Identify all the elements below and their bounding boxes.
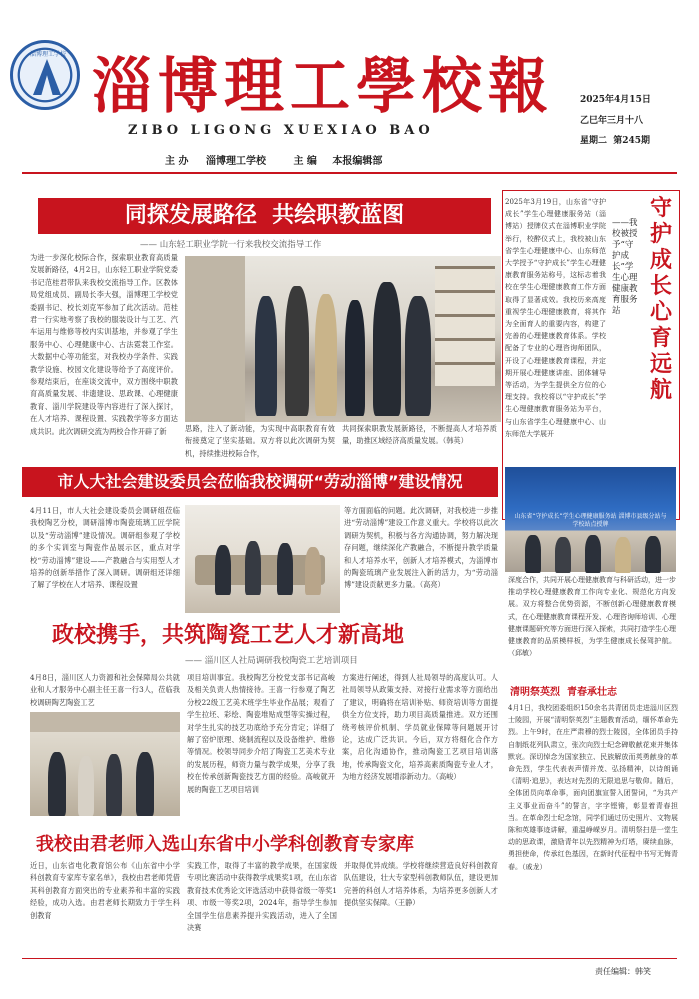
logo-text: 淄博理工学校 [29, 51, 66, 58]
sidebar-sub: ——我校被授予“守护成长”学生心理健康教育服务站 [612, 218, 638, 316]
masthead-rule [22, 172, 677, 174]
a3-col3: 方案进行阐述，得到人社局领导的高度认可。人社局领导从政策支持、对接行业需求等方面给出了建议，明确将在培训补贴、师资培训等方面提供全方位支持，助力项目高质量推进。双方还围绕考核评价机制、学员就业保障等问题展开讨论，达成广泛共识。今后，双方将细化合作方案，启化沟通协作，推动陶瓷工艺项目培训落地，传承陶瓷文化，培养高素质陶瓷专业人才，为地方经济发展增添新动力。（高峻） [342, 673, 498, 782]
sidebar-cont: 深度合作，共同开展心理健康教育与科研活动，进一步推动学校心理健康教育工作向专业化、规范化方向发展。双方将整合优势资源，不断创新心理健康教育模式，在心理健康教育课程开发、心理咨询师培训、心理健康课题研究等方面进行深入探索，共同打造学生心理健康教育的品质模样板，为学生健康成长保驾护航。（邱敏） [508, 576, 676, 658]
a5-col: 4月1日，我校团委组织150余名共青团员走进淄川区烈士陵园，开展“清明祭英烈”主题教育活动，缅怀革命先烈。上午9时，在庄严肃穆的烈士陵园，全体团员手持自制纸花列队肃立，张次向烈士纪念碑敬献花束并集体默哀。深切悼念为国家独立、民族解放而英勇献身的革命先烈，学生代表表声情并茂、弘扬精神，以诗朗诵《清明·追思》，表达对先烈的无限追思与敬仰。随后，全体团员向革命事，面向团旗宣誓入团誓词，“为共产主义事业而奋斗”的誓言，字字铿锵，彰显着青春担当。在革命烈士纪念馆，同学们通过历史照片、文物展陈和英雄事迹讲解，重温峥嵘岁月。清明祭扫是一堂生动的思政课，激励青年以先烈精神为灯塔，赓续血脉，勇担使命，传承红色基因，在新时代征程中书写无悔青春。（戚龙） [508, 704, 678, 871]
headline-a2: 市人大社会建设委员会莅临我校调研“劳动淄博”建设情况 [22, 467, 498, 497]
host: 淄博理工学校 [205, 156, 266, 167]
issue-lunar: 乙巳年三月十八 [580, 116, 644, 126]
a2-col2: 等方面面临的问题。此次调研，对我校进一步推进“劳动淄博”建设工作意义重大。学校将以此次调研为契机，积极与各方沟通协调，努力解决现存问题，继续深化产教融合，不断提升教学质量和人才培养水平，创新人才培养模式，为淄博市的陶瓷琉璃产业发展注入新的活力，为“劳动淄博”建设贡献更多力量。（高亮） [344, 506, 498, 590]
a1-col1: 为进一步深化校际合作，探索职业教育高质量发展新路径，4月2日，山东轻工职业学院党委书记范桂君带队来我校交流指导工作。区教体局党组成员、副局长李大强，淄博理工学校党委副书记、校长刘克军参加了此次活动。范桂君一行实地考察了我校的服装设计与工艺、汽车运用与维修等校内实训基地，并参观了学生服务中心、心理健康中心、古法霓裳工作室。大数据中心等功能室，对我校办学条件、实践教学设施、校园文化建设等给予了高度评价。参观结束后，在座谈交流中，双方围绕中职教育高质量发展、非遗建设、思政课、心理健康教育、淄川学院建设等内容进行了深入探讨，在人才培养、课程设置、实践教学等多方面达成共识。此次调研交流为两校合作开辟了新 [30, 253, 178, 436]
a1-col3: 共同探索职教发展新路径，不断提高人才培养质量，助推区域经济高质量发展。（韩英） [342, 424, 497, 446]
headline-a5: 清明祭英烈 青春承壮志 [510, 687, 617, 698]
sidebar-headline: 守护成长 心育远航 [650, 196, 680, 403]
a4-col2: 实践工作，取得了丰富的教学成果，在国家级专项比赛活动中获得教学成果奖1项，在山东省教育技术优秀论文评选活动中获得省级一等奖1项、市级一等奖2项，2024年，指导学生参加全国学生信息素养提升实践活动，进入了全国决赛 [187, 861, 337, 933]
issue-date: 2025年4月15日 [580, 95, 651, 105]
footer-rule [22, 958, 677, 959]
a2-photo [185, 505, 340, 613]
headline-a4: 我校由君老师入选山东省中小学科创教育专家库 [36, 834, 414, 855]
sidebar-banner: 山东省“守护成长”学生心理健康服务站 淄博市县级分站与学校站点授牌 [514, 513, 667, 528]
masthead-title: 淄博理工學校報 [92, 52, 554, 122]
a4-col1: 近日，山东省电化教育馆公布《山东省中小学科创教育专家库专家名单》，我校由君老师凭借其科创教育方面突出的专业素养和丰富的实践经验，成功入选。由君老师长期致力于学生科创教育 [30, 861, 180, 920]
a3-col2: 项目培训事宜。我校陶艺分校党支部书记高峻及相关负责人热情接待。王喜一行参观了陶艺分校22级工艺美术班学生毕业作品展；观看了学生拉坯、彩绘、陶瓷堆贴成型等实操过程，对学生扎实的技艺功底给予充分肯定；详细了解了窑炉原理、烧制流程以及设备维护、维修等情况。校领导同步介绍了陶瓷工艺美术专业的发展历程，师资力量与教学成果，分享了我校在传承创新陶瓷技艺方面的经验。高峻就开展的陶瓷工艺项目培训 [187, 673, 335, 794]
a1-col2: 思路，注入了新动能，为实现中高职教育有效衔接奠定了坚实基础。双方将以此次调研为契机，持续推进校际合作， [185, 424, 335, 458]
a2-col1: 4月11日，市人大社会建设委员会调研组莅临我校陶艺分校，调研淄博市陶瓷琉璃工匠学院以及“劳动淄博”建设情况。调研组参观了学校的多个实训室与陶瓷作品展示区，重点对学校“劳动淄博”建设——产教融合与实用型人才培养的创新举措作了深入调研。调研组还详细了解了学校在人才培养、课程设置 [30, 506, 180, 590]
a3-col1: 4月8日，淄川区人力资源和社会保障局公共就业和人才服务中心副主任王喜一行3人，莅临我校调研陶艺陶瓷工艺 [30, 673, 180, 707]
footer-editor: 责任编辑：韩笑 [595, 967, 651, 976]
editor: 本报编辑部 [332, 156, 383, 167]
a3-photo [30, 712, 180, 816]
subhead-a3: —— 淄川区人社局调研我校陶瓷工艺培训项目 [185, 656, 358, 666]
headline-a3: 政校携手，共筑陶瓷工艺人才新高地 [52, 622, 405, 648]
issue-number: 星期二 第245期 [580, 136, 651, 146]
subhead-a1: —— 山东轻工职业学院一行来我校交流指导工作 [140, 240, 322, 250]
masthead-subtitle: ZIBO LIGONG XUEXIAO BAO [128, 123, 434, 138]
a1-photo [185, 256, 501, 422]
a4-col3: 并取得优异成绩。学校将继续营造良好科创教育队伍建设，壮大专家型科创教师队伍，建设更加完善的科创人才培养体系，为培养更多创新人才提供坚实保障。（王静） [344, 861, 498, 908]
editor-label: 主 编 [293, 156, 317, 167]
sidebar-col: 2025年3月19日，山东省“守护成长”学生心理健康服务站（淄博站）授牌仪式在淄博职业学院举行，校醉仪式上，我校被山东省学生心理健康中心、山东师范大学授予“守护成长”学生心理健康教育服务站称号，这标志着我校在学生心理健康教育工作方面取得了显著成效。我校历来高度重视学生心理健康教育，将其作为全面育人的重要内容，构建了完善的心理健康教育体系。学校配备了专业的心理咨询师团队，开设了心理健康教育课程，并定期开展心理健康讲座、团体辅导等活动，为学生提供全方位的心理支持。我校将以“守护成长”学生心理健康教育服务站为平台，与山东省学生心理健康中心、山东师范大学展开 [505, 198, 606, 438]
host-label: 主 办 [165, 156, 189, 167]
headline-a1: 同探发展路径 共绘职教蓝图 [38, 198, 491, 234]
sidebar-photo [505, 467, 676, 572]
masthead-logo [10, 40, 80, 110]
